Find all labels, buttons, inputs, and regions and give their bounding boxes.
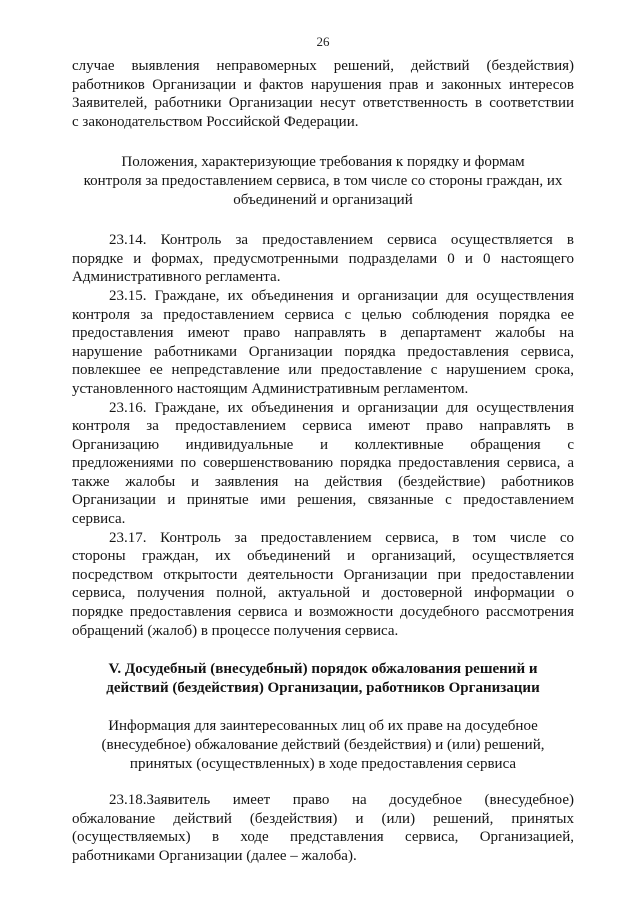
- text-line: контроля за предоставлением сервиса имеют право направлять в: [72, 418, 574, 435]
- text-line: предложениями по совершенствованию порядка предоставления сервиса, а: [72, 455, 574, 472]
- paragraph-23-18: [72, 791, 574, 865]
- text-line: обжалование действий (бездействия) и (или) решений, принятых: [72, 810, 574, 827]
- document-body: [72, 57, 574, 866]
- text-line: принятых (осуществленных) в ходе предоставления сервиса: [129, 755, 517, 772]
- heading-control-provisions: [72, 153, 574, 209]
- text-line: с законодательством Российской Федерации.: [72, 113, 359, 130]
- section-v-title: [72, 660, 574, 697]
- text-line: 23.18.Заявитель имеет право на досудебное (внесудебное): [109, 792, 574, 809]
- paragraph-23-15: [72, 287, 574, 399]
- text-line: порядке предоставления сервиса и возможности досудебного рассмотрения: [72, 604, 574, 621]
- text-line: работниками Организации (далее – жалоба).: [72, 847, 357, 864]
- text-line: сервиса, получения полной, актуальной и достоверной информации о: [72, 585, 574, 602]
- text-line: Информация для заинтересованных лиц об их праве на досудебное: [108, 718, 538, 735]
- text-line: контроля за предоставлением сервиса с целью соблюдения порядка ее: [72, 306, 574, 323]
- text-line: 23.15. Граждане, их объединения и организации для осуществления: [109, 287, 574, 304]
- text-line: объединений и организаций: [233, 191, 413, 208]
- text-line: 23.16. Граждане, их объединения и организации для осуществления: [109, 399, 574, 416]
- text-line: контроля за предоставлением сервиса, в том числе со стороны граждан, их: [83, 172, 563, 189]
- text-line: повлекшее ее непредставление или предоставление с нарушением срока,: [72, 362, 574, 379]
- text-line: предоставления имеют право направлять в департамент жалобы на: [72, 325, 574, 342]
- text-line: действий (бездействия) Организации, работников Организации: [106, 679, 540, 696]
- text-line: 23.14. Контроль за предоставлением сервиса осуществляется в: [109, 232, 574, 249]
- text-line: Организации и принятые ими решения, связанные с предоставлением: [72, 492, 574, 509]
- text-line: (осуществляемых) в ходе представления сервиса, Организацией,: [72, 829, 574, 846]
- text-line: обращений (жалоб) в процессе получения сервиса.: [72, 622, 399, 639]
- text-line: V. Досудебный (внесудебный) порядок обжалования решений и: [108, 661, 538, 678]
- paragraph-23-16: [72, 399, 574, 529]
- paragraph-23-17: [72, 529, 574, 641]
- text-line: Заявителей, работники Организации несут ответственность в соответствии: [72, 95, 574, 112]
- text-line: также жалобы и заявления на действия (бездействие) работников: [72, 473, 574, 490]
- text-line: (внесудебное) обжалование действий (бездействия) и (или) решений,: [101, 737, 545, 753]
- text-line: Положения, характеризующие требования к порядку и формам: [121, 154, 525, 171]
- paragraph-intro-continuation: [72, 57, 574, 131]
- text-line: 23.17. Контроль за предоставлением сервиса, в том числе со: [109, 529, 574, 546]
- text-line: работников Организации и фактов нарушения прав и законных интересов: [72, 76, 574, 93]
- text-line: установленного настоящим Административным регламентом.: [72, 380, 469, 397]
- text-line: сервиса.: [72, 511, 126, 528]
- text-line: нарушение работниками Организации порядка предоставления сервиса,: [72, 343, 574, 360]
- paragraph-23-14: [72, 231, 574, 287]
- text-line: случае выявления неправомерных решений, действий (бездействия): [72, 58, 574, 74]
- text-line: стороны граждан, их объединений и организаций, осуществляется: [72, 548, 574, 565]
- text-line: Организацию индивидуальные и коллективные обращения с: [72, 436, 574, 453]
- text-line: посредством открытости деятельности Организации при предоставлении: [72, 566, 574, 583]
- heading-information-for-interested-persons: [72, 717, 574, 773]
- page-number: 26: [316, 34, 330, 49]
- text-line: порядке и формах, предусмотренными подразделами 0 и 0 настоящего: [72, 250, 574, 267]
- text-line: Административного регламента.: [72, 269, 281, 286]
